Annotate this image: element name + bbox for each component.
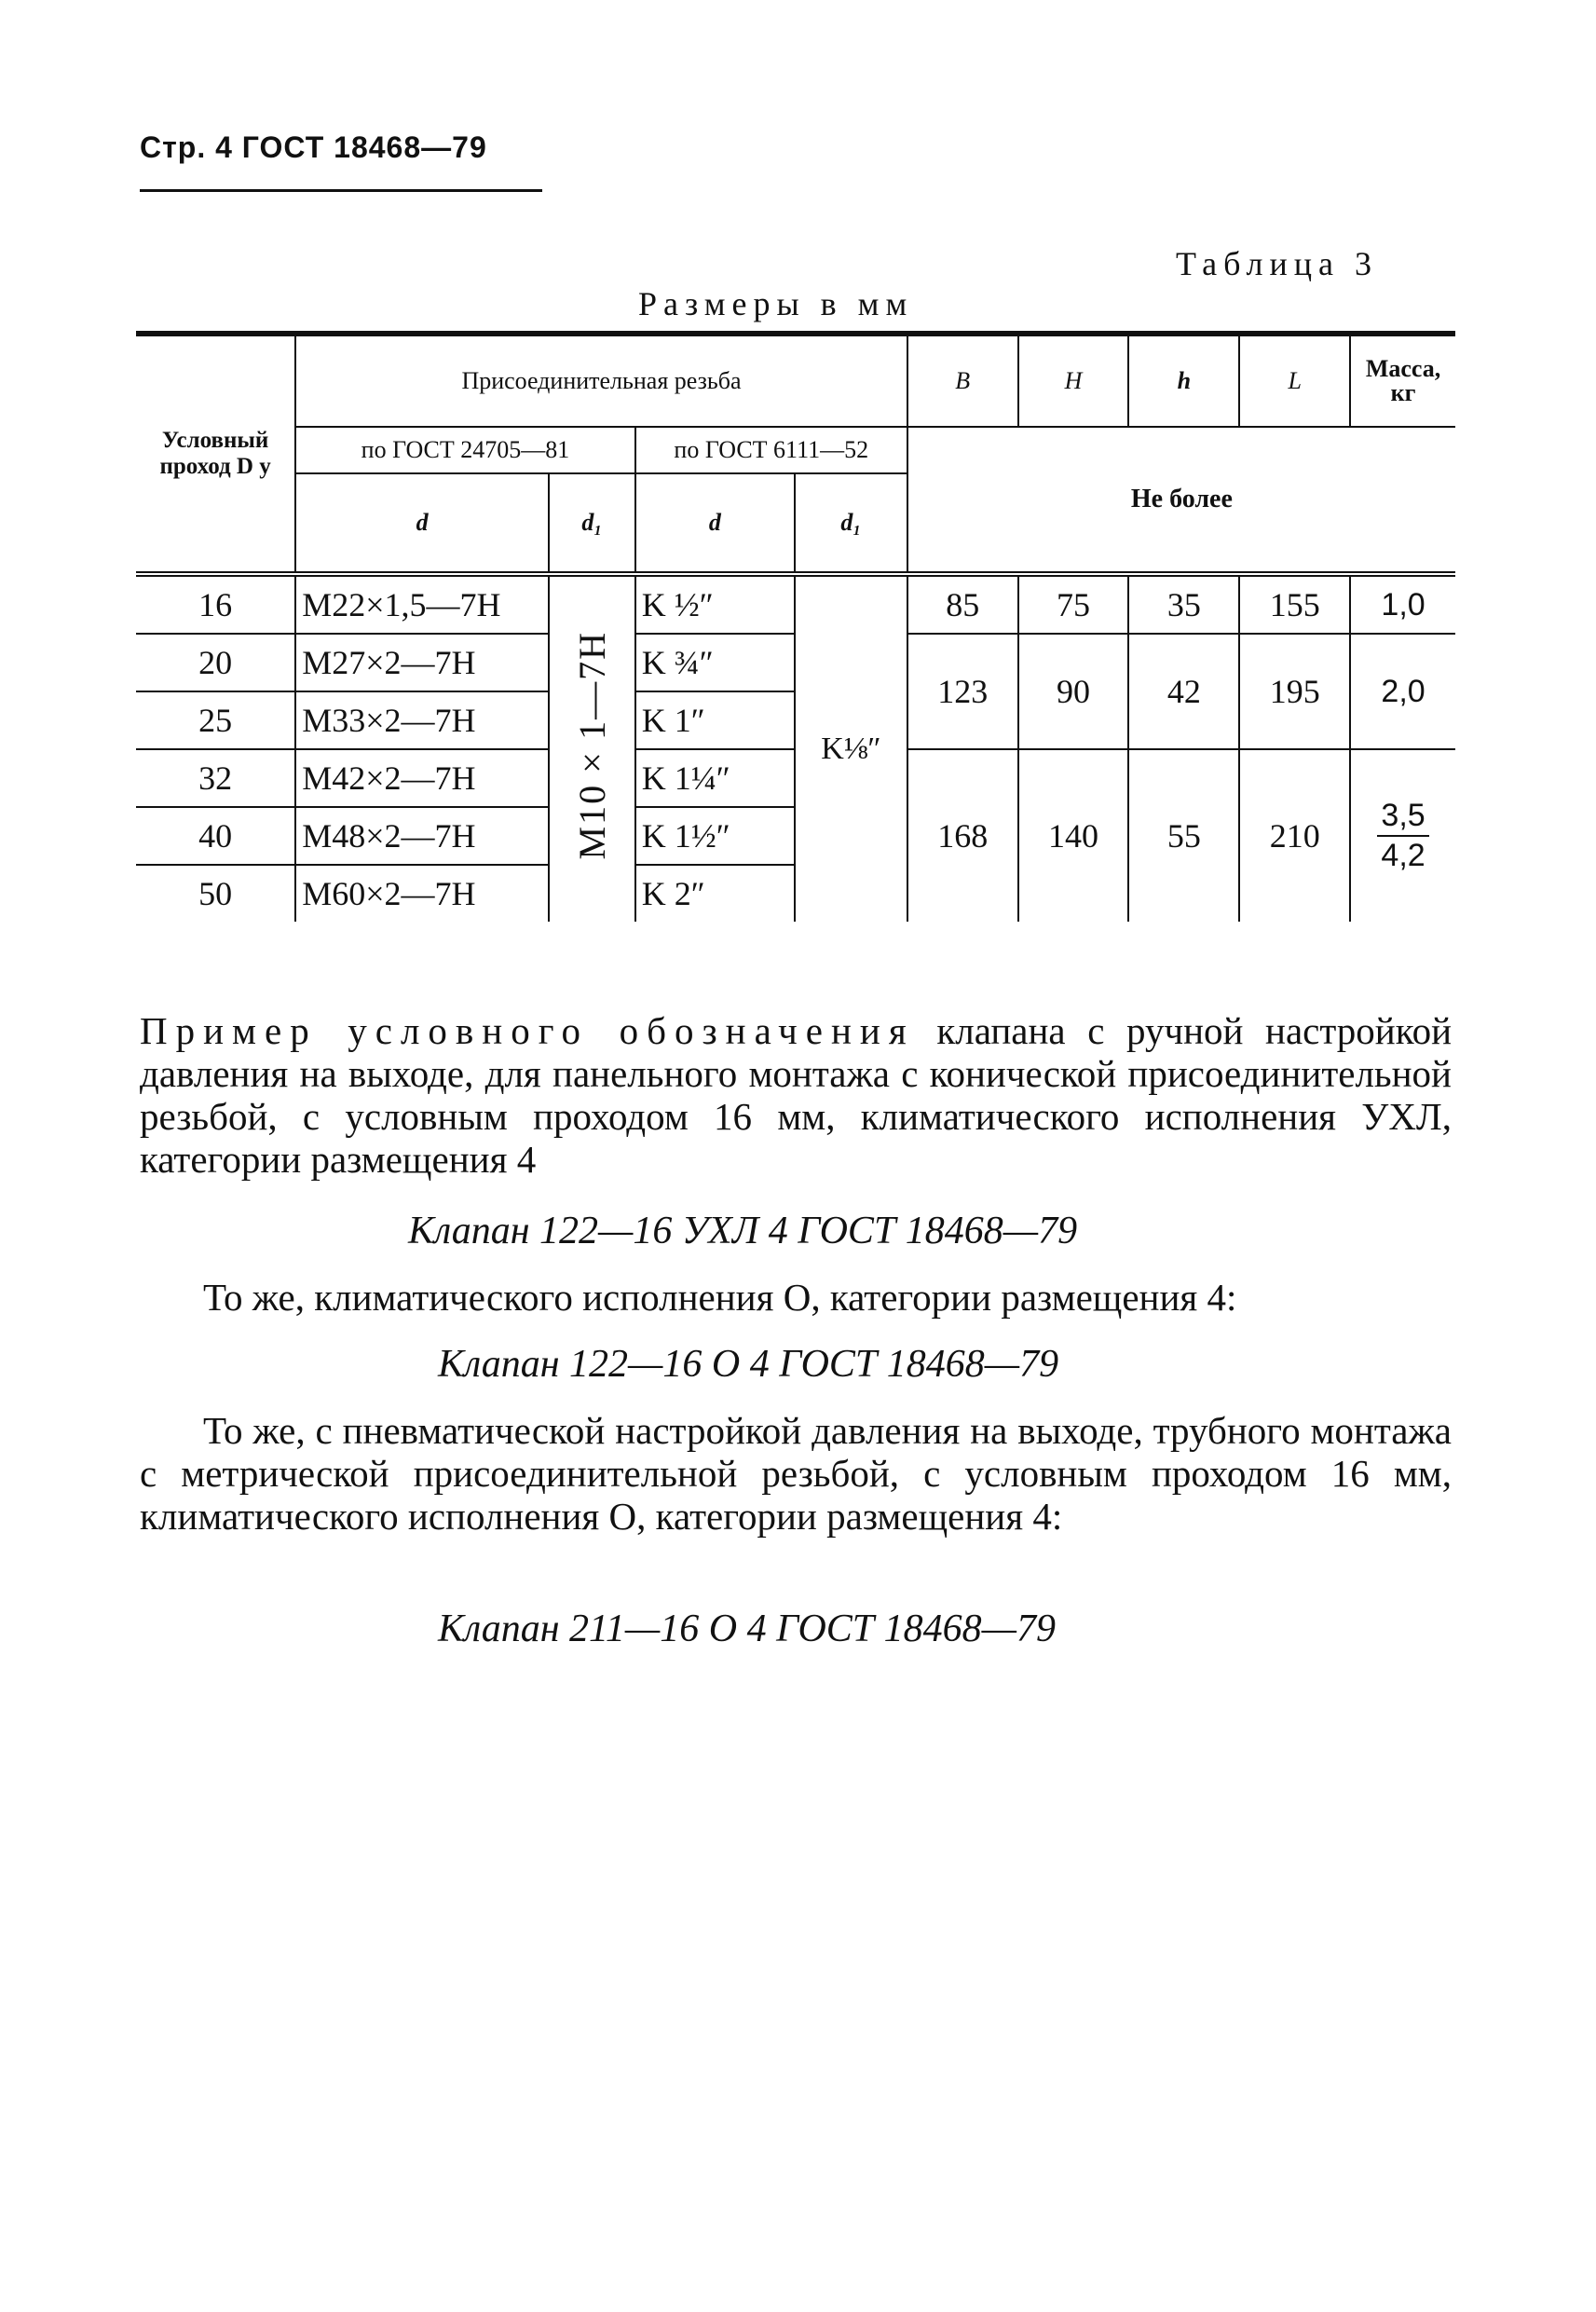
cell-L: 210 xyxy=(1239,749,1350,922)
cell-B: 168 xyxy=(907,749,1018,922)
header-d-metric: d xyxy=(295,473,549,574)
cell-L: 155 xyxy=(1239,574,1350,634)
cell-d-conic: K ½″ xyxy=(635,574,795,634)
cell-mass: 1,0 xyxy=(1350,574,1455,634)
header-nominal: Условный проход D у xyxy=(136,334,295,574)
cell-d-metric: M42×2—7H xyxy=(295,749,549,807)
cell-d-conic: K 1½″ xyxy=(635,807,795,865)
header-gost-6111: по ГОСТ 6111—52 xyxy=(635,427,907,473)
mass-denominator: 4,2 xyxy=(1381,838,1425,873)
paragraph-lead: Пример условного обозначения xyxy=(140,1009,915,1052)
d1-metric-value: M10×1—7H xyxy=(570,630,613,860)
spec-table xyxy=(136,331,1455,922)
cell-d-conic: K 2″ xyxy=(635,865,795,922)
cell-B: 85 xyxy=(907,574,1018,634)
cell-L: 195 xyxy=(1239,634,1350,749)
mass-numerator: 3,5 xyxy=(1377,797,1428,837)
header-h: h xyxy=(1128,334,1239,427)
cell-H: 140 xyxy=(1018,749,1129,922)
cell-dy: 40 xyxy=(136,807,295,865)
page-number: Стр. 4 xyxy=(140,130,233,164)
mass-fraction xyxy=(1377,797,1428,875)
header-thread: Присоединительная резьба xyxy=(295,334,907,427)
cell-d-metric: M27×2—7H xyxy=(295,634,549,691)
table-label: Таблица 3 xyxy=(1176,245,1378,282)
cell-mass xyxy=(1350,749,1455,922)
standard-code: ГОСТ 18468—79 xyxy=(241,130,487,164)
cell-dy: 25 xyxy=(136,691,295,749)
cell-dy: 32 xyxy=(136,749,295,807)
header-d1-conic: d₁ xyxy=(795,473,907,574)
cell-d-metric: M48×2—7H xyxy=(295,807,549,865)
paragraph-same-climate: То же, климатического исполнения О, категории размещения 4: xyxy=(203,1276,1237,1319)
cell-B: 123 xyxy=(907,634,1018,749)
cell-d-conic: K 1¼″ xyxy=(635,749,795,807)
cell-dy: 16 xyxy=(136,574,295,634)
header-mass: Масса, кг xyxy=(1350,334,1455,427)
cell-h: 35 xyxy=(1128,574,1239,634)
cell-d-metric: M22×1,5—7H xyxy=(295,574,549,634)
cell-h: 55 xyxy=(1128,749,1239,922)
header-L: L xyxy=(1239,334,1350,427)
paragraph-body: клапана с ручной настройкой давления на выходе, для панельного монтажа с конической присоединительной резьбой, с условным проходом 16 мм, климатического исполнения УХЛ, категории размещения 4 xyxy=(140,1009,1453,1181)
cell-d-metric: M33×2—7H xyxy=(295,691,549,749)
cell-h: 42 xyxy=(1128,634,1239,749)
designation-3: Клапан 211—16 О 4 ГОСТ 18468—79 xyxy=(438,1607,1056,1650)
header-not-more: Не более xyxy=(907,427,1455,574)
cell-d-metric: M60×2—7H xyxy=(295,865,549,922)
cell-H: 90 xyxy=(1018,634,1129,749)
header-rule xyxy=(140,189,542,192)
cell-d1-conic: K⅛″ xyxy=(795,574,907,922)
designation-2: Клапан 122—16 О 4 ГОСТ 18468—79 xyxy=(438,1343,1059,1386)
cell-d-conic: K 1″ xyxy=(635,691,795,749)
header-gost-24705: по ГОСТ 24705—81 xyxy=(295,427,635,473)
cell-H: 75 xyxy=(1018,574,1129,634)
cell-dy: 50 xyxy=(198,875,233,912)
page-header xyxy=(140,130,487,165)
cell-dy: 20 xyxy=(136,634,295,691)
paragraph-example xyxy=(140,1009,1452,1181)
header-H: H xyxy=(1018,334,1129,427)
header-d-conic: d xyxy=(635,473,795,574)
cell-mass: 2,0 xyxy=(1350,634,1455,749)
cell-d-conic: K ¾″ xyxy=(635,634,795,691)
table-row xyxy=(136,574,1455,634)
cell-d1-metric xyxy=(549,574,635,922)
header-B: B xyxy=(907,334,1018,427)
paragraph-pneumatic: То же, с пневматической настройкой давления на выходе, трубного монтажа с метрической присоединительной резьбой, с условным проходом 16 мм, климатического исполнения О, категории размещения 4: xyxy=(140,1409,1452,1538)
units-label: Размеры в мм xyxy=(638,285,914,322)
header-d1-metric: d₁ xyxy=(549,473,635,574)
designation-1: Клапан 122—16 УХЛ 4 ГОСТ 18468—79 xyxy=(408,1210,1078,1252)
